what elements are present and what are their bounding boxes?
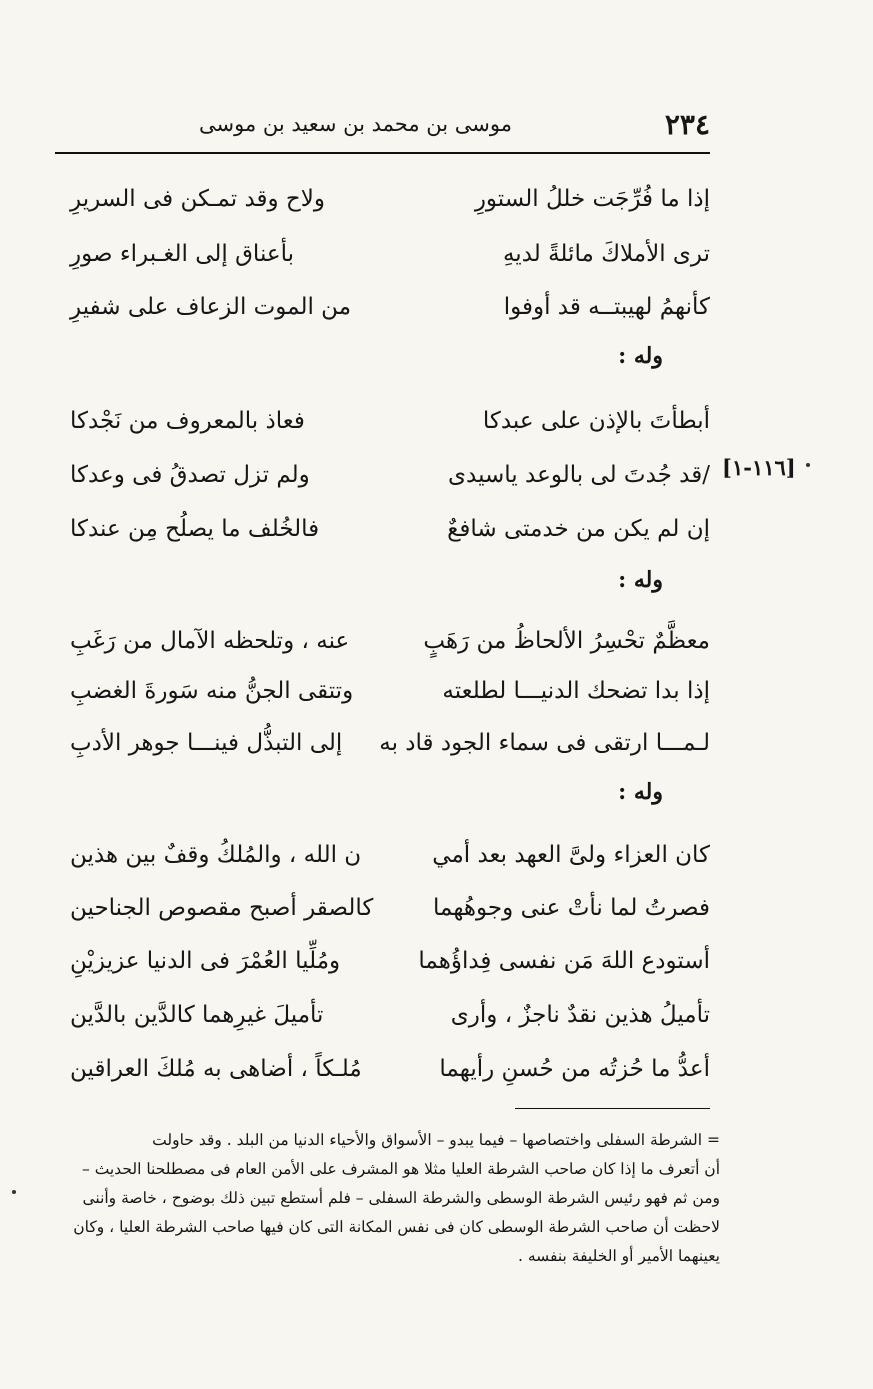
verse-second-hemistich: ولاح وقد تمـكن فى السريرِ <box>70 186 325 212</box>
verse-first-hemistich: إذا بدا تضحك الدنيـــا لطلعته <box>442 678 710 704</box>
verse-line <box>70 452 710 498</box>
verse-second-hemistich: فالخُلف ما يصلُح مِن عندكا <box>70 516 320 542</box>
verse-line <box>70 231 710 277</box>
verse-first-hemistich: تأميلُ هذين نقدٌ ناجزٌ ، وأرى <box>450 1002 710 1028</box>
verse-line <box>70 992 710 1038</box>
verse-line <box>70 1046 710 1092</box>
footnote <box>55 1126 720 1271</box>
verse-first-hemistich: أبطأتَ بالإذن على عبدكا <box>482 408 710 434</box>
verse-line <box>70 398 710 444</box>
verse-first-hemistich: كأنهمُ لهيبتــه قد أوفوا <box>503 294 710 320</box>
verse-second-hemistich: فعاذ بالمعروف من نَجْدكا <box>70 408 305 434</box>
verse-second-hemistich: عنه ، وتلحظه الآمال من رَغَبِ <box>70 628 350 654</box>
poem-intro: وله : <box>618 343 663 369</box>
verse-line <box>70 506 710 552</box>
verse-first-hemistich: معظَّمٌ تحْسِرُ الألحاظُ من رَهَبٍ <box>423 628 710 654</box>
verse-second-hemistich: إلى التبذُّل فينـــا جوهر الأدبِ <box>70 730 343 756</box>
footnote-line: أن أتعرف ما إذا كان صاحب الشرطة العليا مثلا هو المشرف على الأمن العام فى مصطلحنا الحديث – <box>82 1160 720 1178</box>
margin-mark <box>806 463 810 467</box>
verse-second-hemistich: وتتقى الجنُّ منه سَورةَ الغضبِ <box>70 678 354 704</box>
verse-first-hemistich: لـمـــا ارتقى فى سماء الجود قاد به <box>379 730 710 756</box>
footnote-line: يعينهما الأمير أو الخليفة بنفسه . <box>518 1247 720 1265</box>
scan-speck <box>12 1190 16 1194</box>
verse-first-hemistich: أستودع اللهَ مَن نفسى فِداؤُهما <box>418 948 710 974</box>
verse-line <box>70 176 710 222</box>
header-rule <box>55 152 710 154</box>
verse-line <box>70 284 710 330</box>
footnote-line: لاحظت أن صاحب الشرطة الوسطى كان فى نفس المكانة التى كان فيها صاحب الشرطة العليا ، وكان <box>73 1218 720 1236</box>
verse-second-hemistich: من الموت الزعاف على شفيرِ <box>70 294 352 320</box>
verse-line <box>70 885 710 931</box>
verse-second-hemistich: بأعناق إلى الغـبراء صورِ <box>70 241 295 267</box>
verse-first-hemistich: /قد جُدتَ لى بالوعد ياسيدى <box>448 462 710 488</box>
verse-first-hemistich: إذا ما فُرِّجَت خللُ الستورِ <box>474 186 710 212</box>
verse-line <box>70 618 710 664</box>
verse-line <box>70 668 710 714</box>
verse-line <box>70 938 710 984</box>
verse-first-hemistich: ترى الأملاكَ مائلةً لديهِ <box>502 241 710 267</box>
verse-second-hemistich: كالصقر أصبح مقصوص الجناحين <box>70 895 374 921</box>
verse-second-hemistich: ن الله ، والمُلكُ وقفٌ بين هذين <box>70 842 362 868</box>
verse-second-hemistich: ومُلِّيا العُمْرَ فى الدنيا عزيزيْنِ <box>70 948 341 974</box>
poem-intro: وله : <box>618 779 663 805</box>
verse-first-hemistich: كان العزاء ولىَّ العهد بعد أمي <box>432 842 710 868</box>
verse-first-hemistich: أعدُّ ما حُزتُه من حُسنِ رأيهما <box>439 1056 710 1082</box>
running-title: موسى بن محمد بن سعيد بن موسى <box>199 112 512 136</box>
verse-second-hemistich: تأميلَ غيرِهما كالدَّين بالدَّين <box>70 1002 324 1028</box>
verse-line <box>70 720 710 766</box>
footnote-rule <box>515 1108 710 1109</box>
footnote-line: ومن ثم فهو رئيس الشرطة الوسطى والشرطة السفلى – فلم أستطع تبين ذلك بوضوح ، خاصة وأننى <box>82 1189 720 1207</box>
verse-second-hemistich: ولم تزل تصدقُ فى وعدكا <box>70 462 310 488</box>
verse-line <box>70 832 710 878</box>
verse-second-hemistich: مُلـكاً ، أضاهى به مُلكَ العراقين <box>70 1056 362 1082</box>
page-number: ٢٣٤ <box>664 108 710 141</box>
page-header <box>55 108 710 146</box>
poem-intro: وله : <box>618 567 663 593</box>
verse-first-hemistich: إن لم يكن من خدمتى شافعٌ <box>447 516 710 542</box>
footnote-line: = الشرطة السفلى واختصاصها – فيما يبدو – الأسواق والأحياء الدنيا من البلد . وقد حاولت <box>152 1131 720 1149</box>
margin-folio-reference: [١١٦-١] <box>722 455 796 480</box>
verse-first-hemistich: فصرتُ لما نأتْ عنى وجوهُهما <box>433 895 710 921</box>
